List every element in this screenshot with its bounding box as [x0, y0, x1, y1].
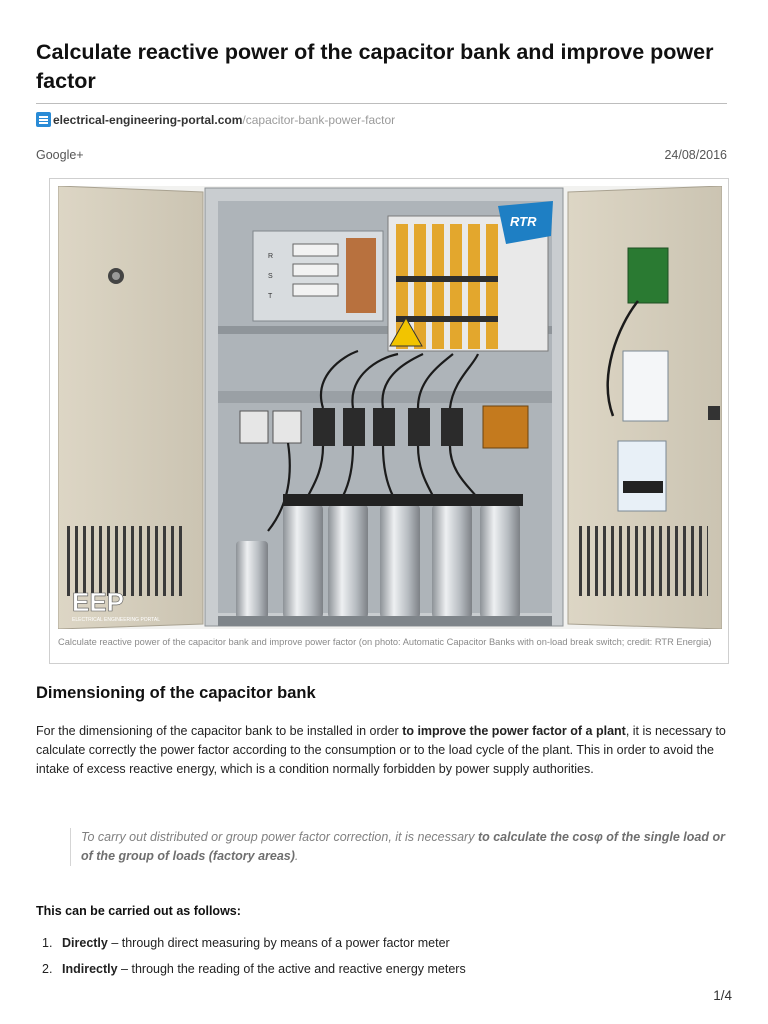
source-path[interactable]: /capacitor-bank-power-factor: [242, 113, 396, 127]
paragraph-emphasis: to improve the power factor of a plant: [402, 724, 626, 738]
list-item: [42, 962, 466, 988]
title-divider: [36, 103, 727, 104]
paragraph-text: For the dimensioning of the capacitor bank to be installed in order: [36, 724, 403, 738]
left-door: [58, 186, 203, 629]
capacitor-bank-photo: [58, 186, 722, 629]
phase-label: R: [268, 253, 274, 260]
page-title: Calculate reactive power of the capacitor bank and improve power factor: [36, 40, 714, 93]
contactors: [240, 406, 528, 448]
list-item-text: – through direct measuring by means of a power factor meter: [107, 936, 450, 950]
list-item-text: – through the reading of the active and reactive energy meters: [117, 962, 466, 976]
page-number: 1/4: [713, 988, 732, 1003]
paragraph-text: , it is necessary to calculate correctly the power factor according to the consumption or to the load cycle of the plant. This in order to avoid the intake of excess reactive energy, which is a condition normally forbidden by power supply authorities.: [36, 724, 726, 776]
list-item: [42, 936, 466, 962]
intro-paragraph: [36, 722, 730, 779]
phase-label: T: [268, 293, 273, 300]
figure: [49, 178, 729, 664]
quote-text: To carry out distributed or group power factor correction, it is necessary: [81, 830, 478, 844]
brand-logo: RTR: [510, 214, 537, 229]
quote-emphasis: to calculate the cosφ of the single load or of the group of loads (factory areas): [81, 830, 725, 863]
list-number: 1.: [42, 936, 53, 950]
eep-logo-subtitle: ELECTRICAL ENGINEERING PORTAL: [72, 617, 160, 623]
figure-caption: Calculate reactive power of the capacitor bank and improve power factor (on photo: Automatic Capacitor Banks with on-load break switch; credit: RTR Energia): [58, 637, 712, 647]
ordered-list: [42, 936, 466, 988]
right-door: [568, 186, 722, 629]
list-item-term: Indirectly: [62, 962, 118, 976]
source-line[interactable]: [36, 112, 395, 127]
blockquote: [70, 828, 731, 866]
section-heading: Dimensioning of the capacitor bank: [36, 684, 316, 702]
eep-logo-text: EEP: [72, 587, 125, 617]
source-domain[interactable]: electrical-engineering-portal.com: [53, 113, 243, 127]
list-number: 2.: [42, 962, 53, 976]
list-lead: This can be carried out as follows:: [36, 904, 241, 918]
phase-label: S: [268, 273, 273, 280]
publish-date: 24/08/2016: [664, 148, 727, 162]
google-plus-link[interactable]: Google+: [36, 148, 84, 162]
list-item-term: Directly: [62, 936, 108, 950]
document-icon: [36, 112, 51, 127]
quote-text: .: [294, 849, 299, 863]
